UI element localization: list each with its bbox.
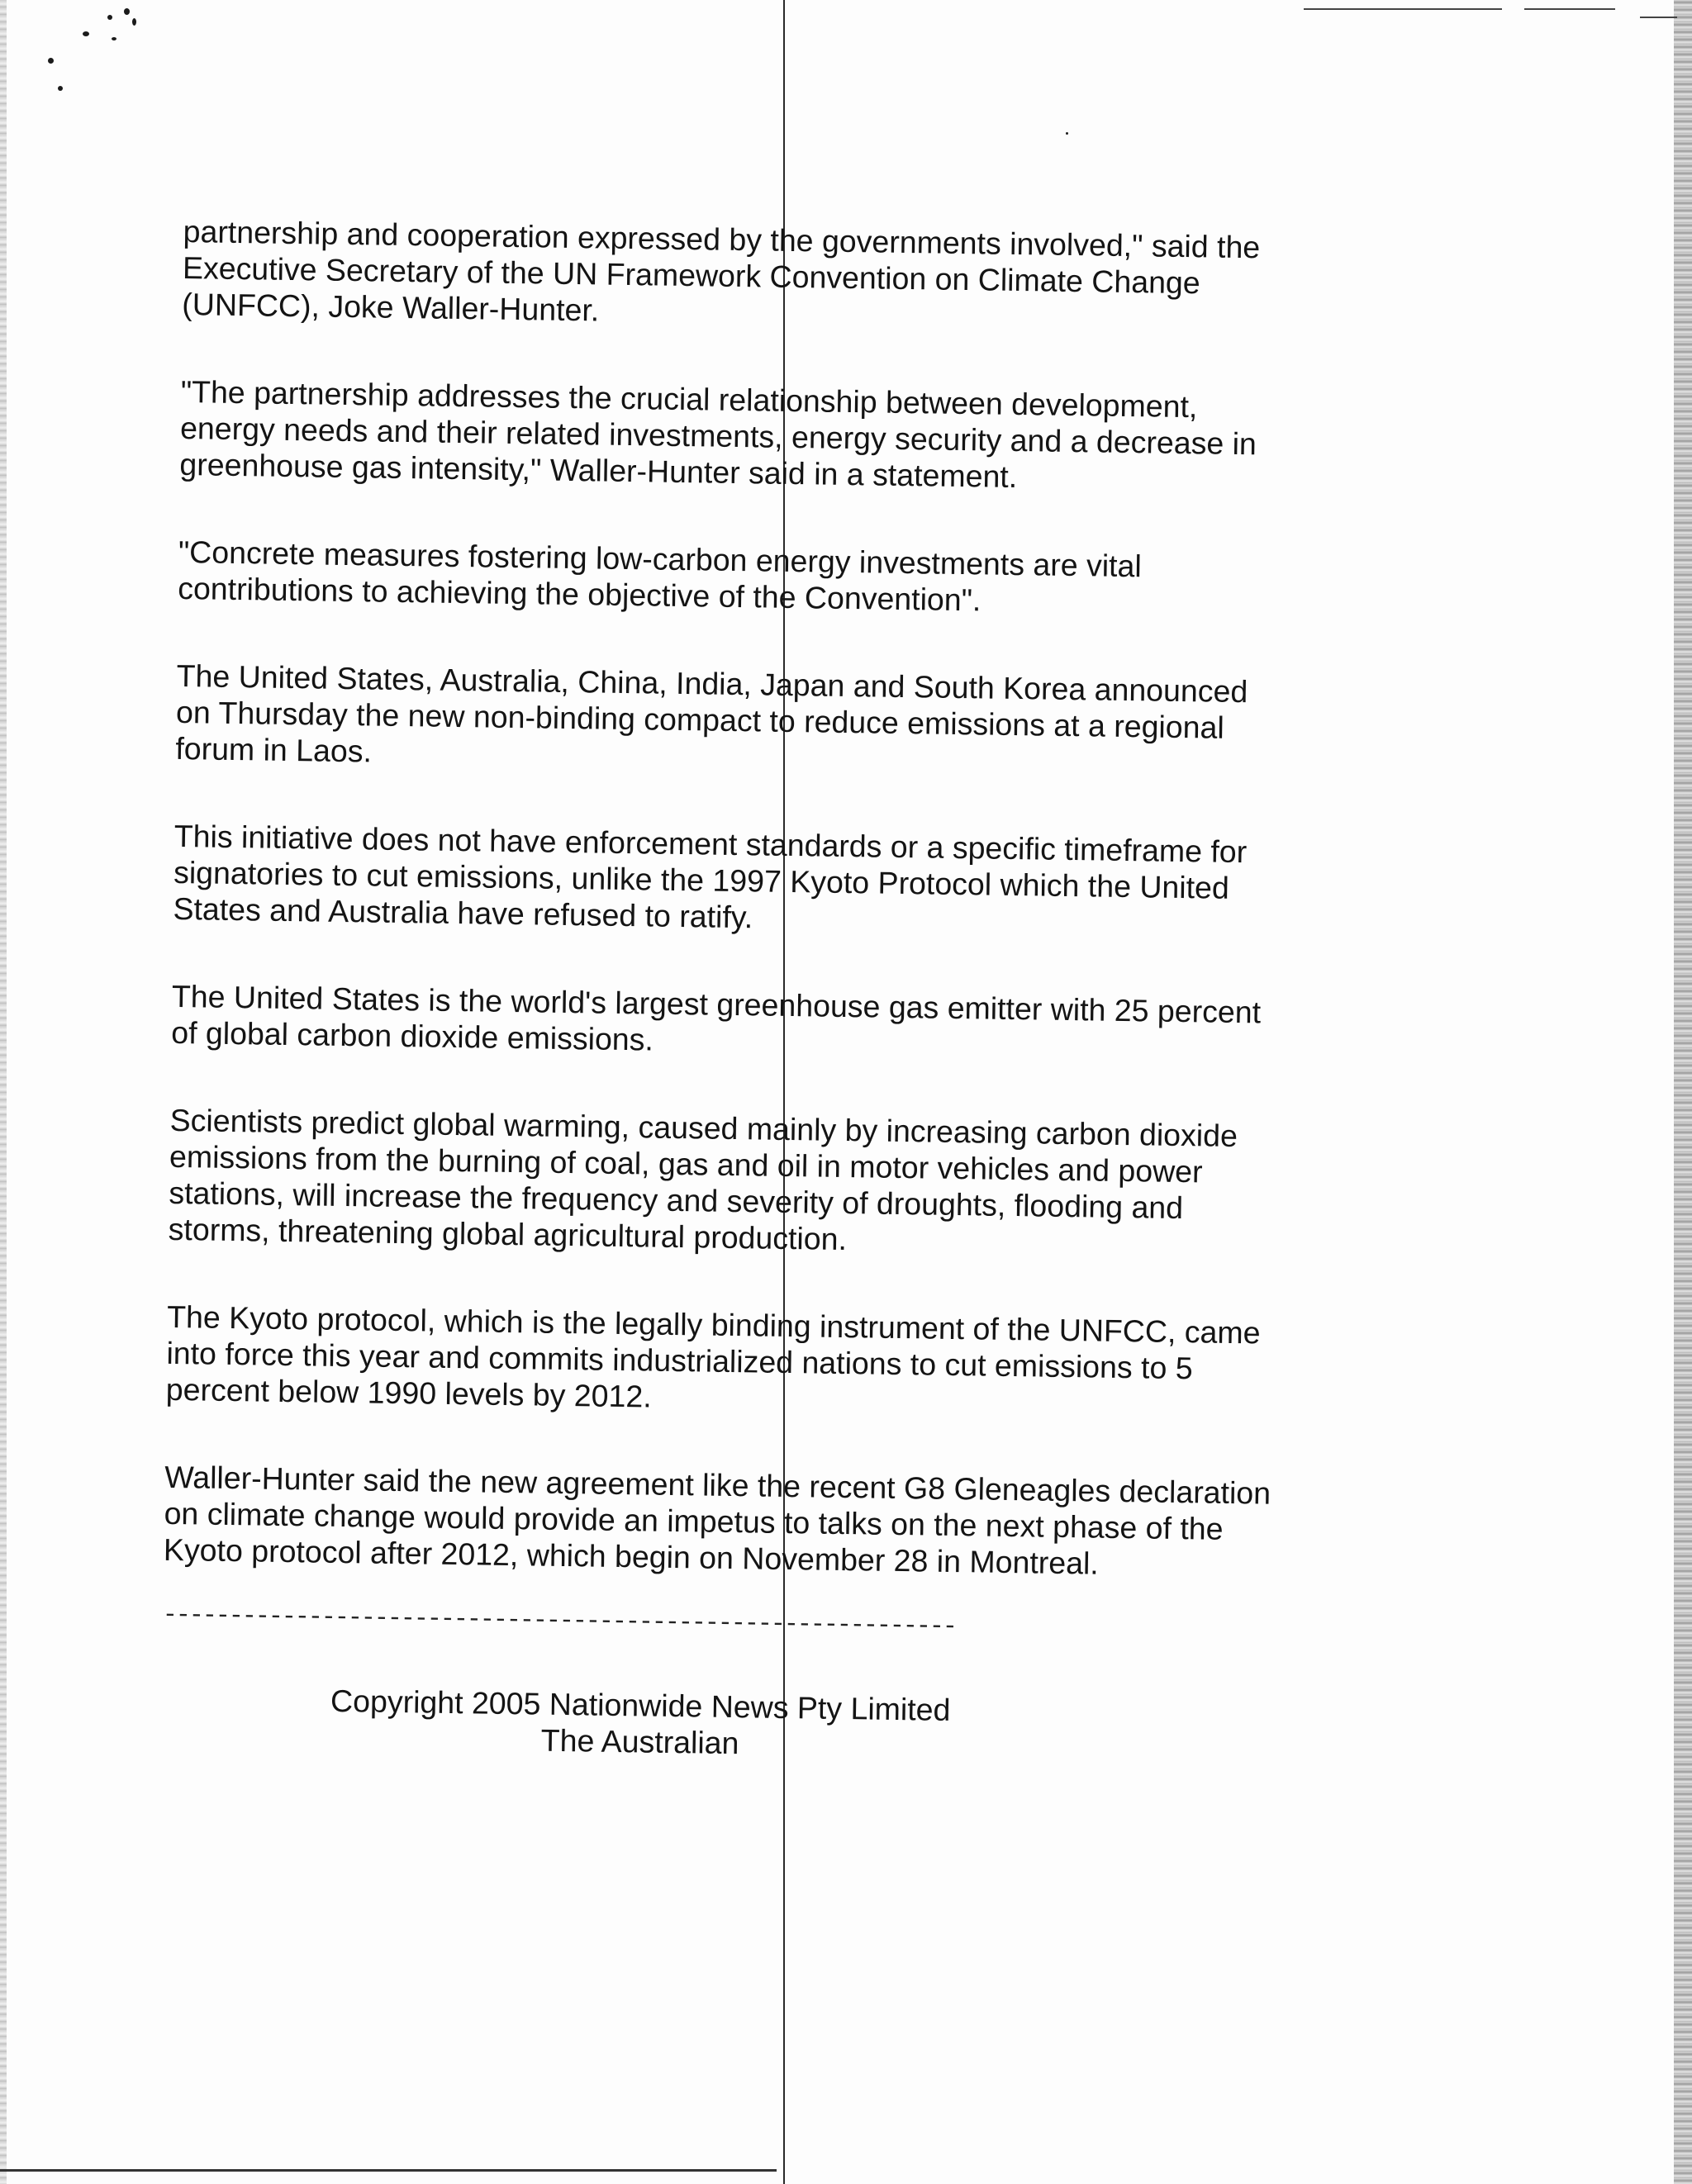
scan-speck [1066,132,1068,135]
scan-edge-right [1674,0,1692,2184]
copyright-block [160,1680,1119,1767]
paragraph: partnership and cooperation expressed by the governments involved," said the Executive Secretary of the UN Framework Convention on Climate Change (UNFCC), Joke Waller-Hunter. [182,213,1261,328]
paragraph: Scientists predict global warming, caused mainly by increasing carbon dioxide emissions from the burning of coal, gas and oil in motor vehicles and power stations, will increase the frequency and severity of droughts, flooding and storms, threatening global agricultural production. [168,1102,1238,1257]
paragraph: Waller-Hunter said the new agreement like the recent G8 Gleneagles declaration on climate change would provide an impetus to talks on the next phase of the Kyoto protocol after 2012, which begin on November 28 in Montreal. [163,1459,1271,1581]
paragraph: "Concrete measures fostering low-carbon energy investments are vital contributions to achieving the objective of the Convention". [177,534,1143,618]
paragraph: The Kyoto protocol, which is the legally binding instrument of the UNFCC, came into force this year and commits industrialized nations to cut emissions to 5 percent below 1990 levels by 2012. [165,1299,1261,1414]
bottom-rule [0,2169,777,2172]
scan-speck [112,37,116,40]
top-rule [1524,8,1615,10]
paragraph: The United States, Australia, China, India, Japan and South Korea announced on Thursday the new non-binding compact to reduce emissions at a regional forum in Laos. [175,658,1248,769]
paragraph: This initiative does not have enforcement standards or a specific timeframe for signatories to cut emissions, unlike the 1997 Kyoto Protocol which the United States and Australia have refused to ratify. [173,818,1248,935]
scan-speck [107,15,112,20]
scan-edge-left [0,0,7,2184]
article-body [160,213,1438,1771]
scan-speck [83,31,89,36]
separator-dashes: ------------------------------------------------------------ [162,1601,957,1642]
copyright-line: Copyright 2005 Nationwide News Pty Limited [330,1683,951,1727]
scan-speck [58,86,63,91]
publication-name: The Australian [540,1722,739,1761]
top-rule [1640,17,1677,18]
paragraph: The United States is the world's largest greenhouse gas emitter with 25 percent of global carbon dioxide emissions. [170,978,1262,1057]
scan-speck [48,58,54,64]
paragraph: "The partnership addresses the crucial relationship between development, energy needs and their related investments, energy security and a decrease in greenhouse gas intensity," Waller-Hunter said in a statement. [179,373,1257,495]
scan-speck [124,8,130,15]
top-rule [1304,8,1502,10]
scan-speck [132,18,136,26]
